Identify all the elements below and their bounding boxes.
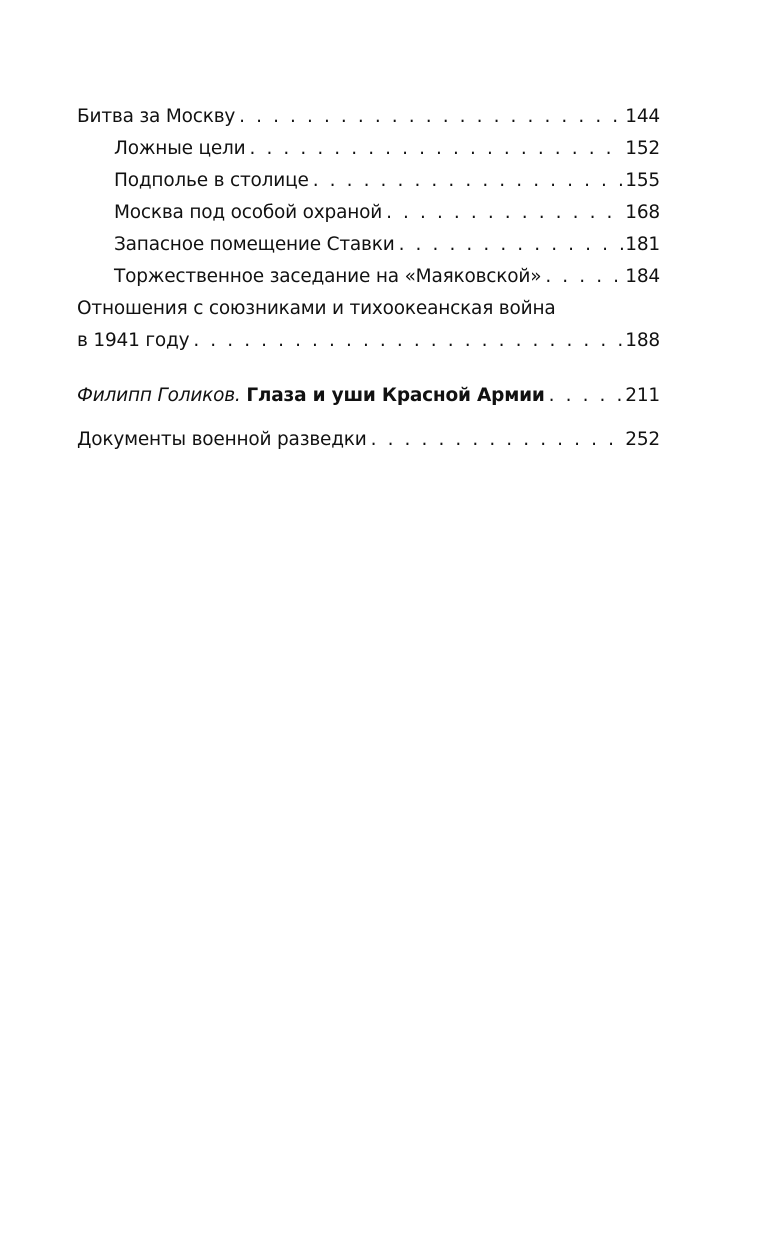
toc-entry-title: Запасное помещение Ставки: [114, 234, 395, 255]
toc-entry-battle-for-moscow: [77, 101, 660, 133]
section-spacer: [77, 357, 660, 380]
toc-entry-golikov: [77, 380, 660, 412]
toc-entry-title: Ложные цели: [114, 138, 246, 159]
toc-entry-documents: [77, 424, 660, 456]
toc-entry-page-number: 144: [625, 106, 660, 127]
dot-leader: [399, 229, 624, 261]
dot-leader: [371, 424, 624, 456]
toc-entry-page-number: 155: [625, 170, 660, 191]
toc-entry-bold-title: Глаза и уши Красной Армии: [246, 385, 545, 406]
toc-entry-reserve-headquarters: [77, 229, 660, 261]
toc-entry-page-number: 211: [625, 385, 660, 406]
dot-leader: [193, 325, 623, 357]
dot-leader: [545, 261, 623, 293]
dot-leader: [549, 380, 624, 412]
toc-entry-title: Торжественное заседание на «Маяковской»: [114, 266, 542, 287]
toc-entry-page-number: 188: [625, 330, 660, 351]
toc-entry-mayakovskaya-meeting: [77, 261, 660, 293]
toc-entry-author: Филипп Голиков.: [77, 385, 241, 406]
toc-entry-title: Подполье в столице: [114, 170, 309, 191]
toc-entry-page-number: 184: [625, 266, 660, 287]
toc-entry-title: в 1941 году: [77, 330, 190, 351]
dot-leader: [313, 165, 624, 197]
toc-entry-underground-in-capital: [77, 165, 660, 197]
section-spacer: [77, 412, 660, 424]
toc-entry-title: Москва под особой охраной: [114, 202, 383, 223]
toc-entry-title: [77, 380, 545, 412]
toc-entry-false-targets: [77, 133, 660, 165]
dot-leader: [239, 101, 623, 133]
toc-entry-page-number: 152: [625, 138, 660, 159]
toc-entry-relations: [77, 325, 660, 357]
toc-entry-moscow-under-guard: [77, 197, 660, 229]
dot-leader: [249, 133, 623, 165]
toc-entry-page-number: 168: [625, 202, 660, 223]
toc-entry-title: Документы военной разведки: [77, 429, 367, 450]
toc-entry-page-number: 181: [625, 234, 660, 255]
dot-leader: [386, 197, 623, 229]
toc-entry-page-number: 252: [625, 429, 660, 450]
toc-entry-relations-line1: Отношения с союзниками и тихоокеанская война: [77, 298, 556, 319]
table-of-contents: [77, 101, 660, 456]
toc-entry-title: Битва за Москву: [77, 106, 236, 127]
